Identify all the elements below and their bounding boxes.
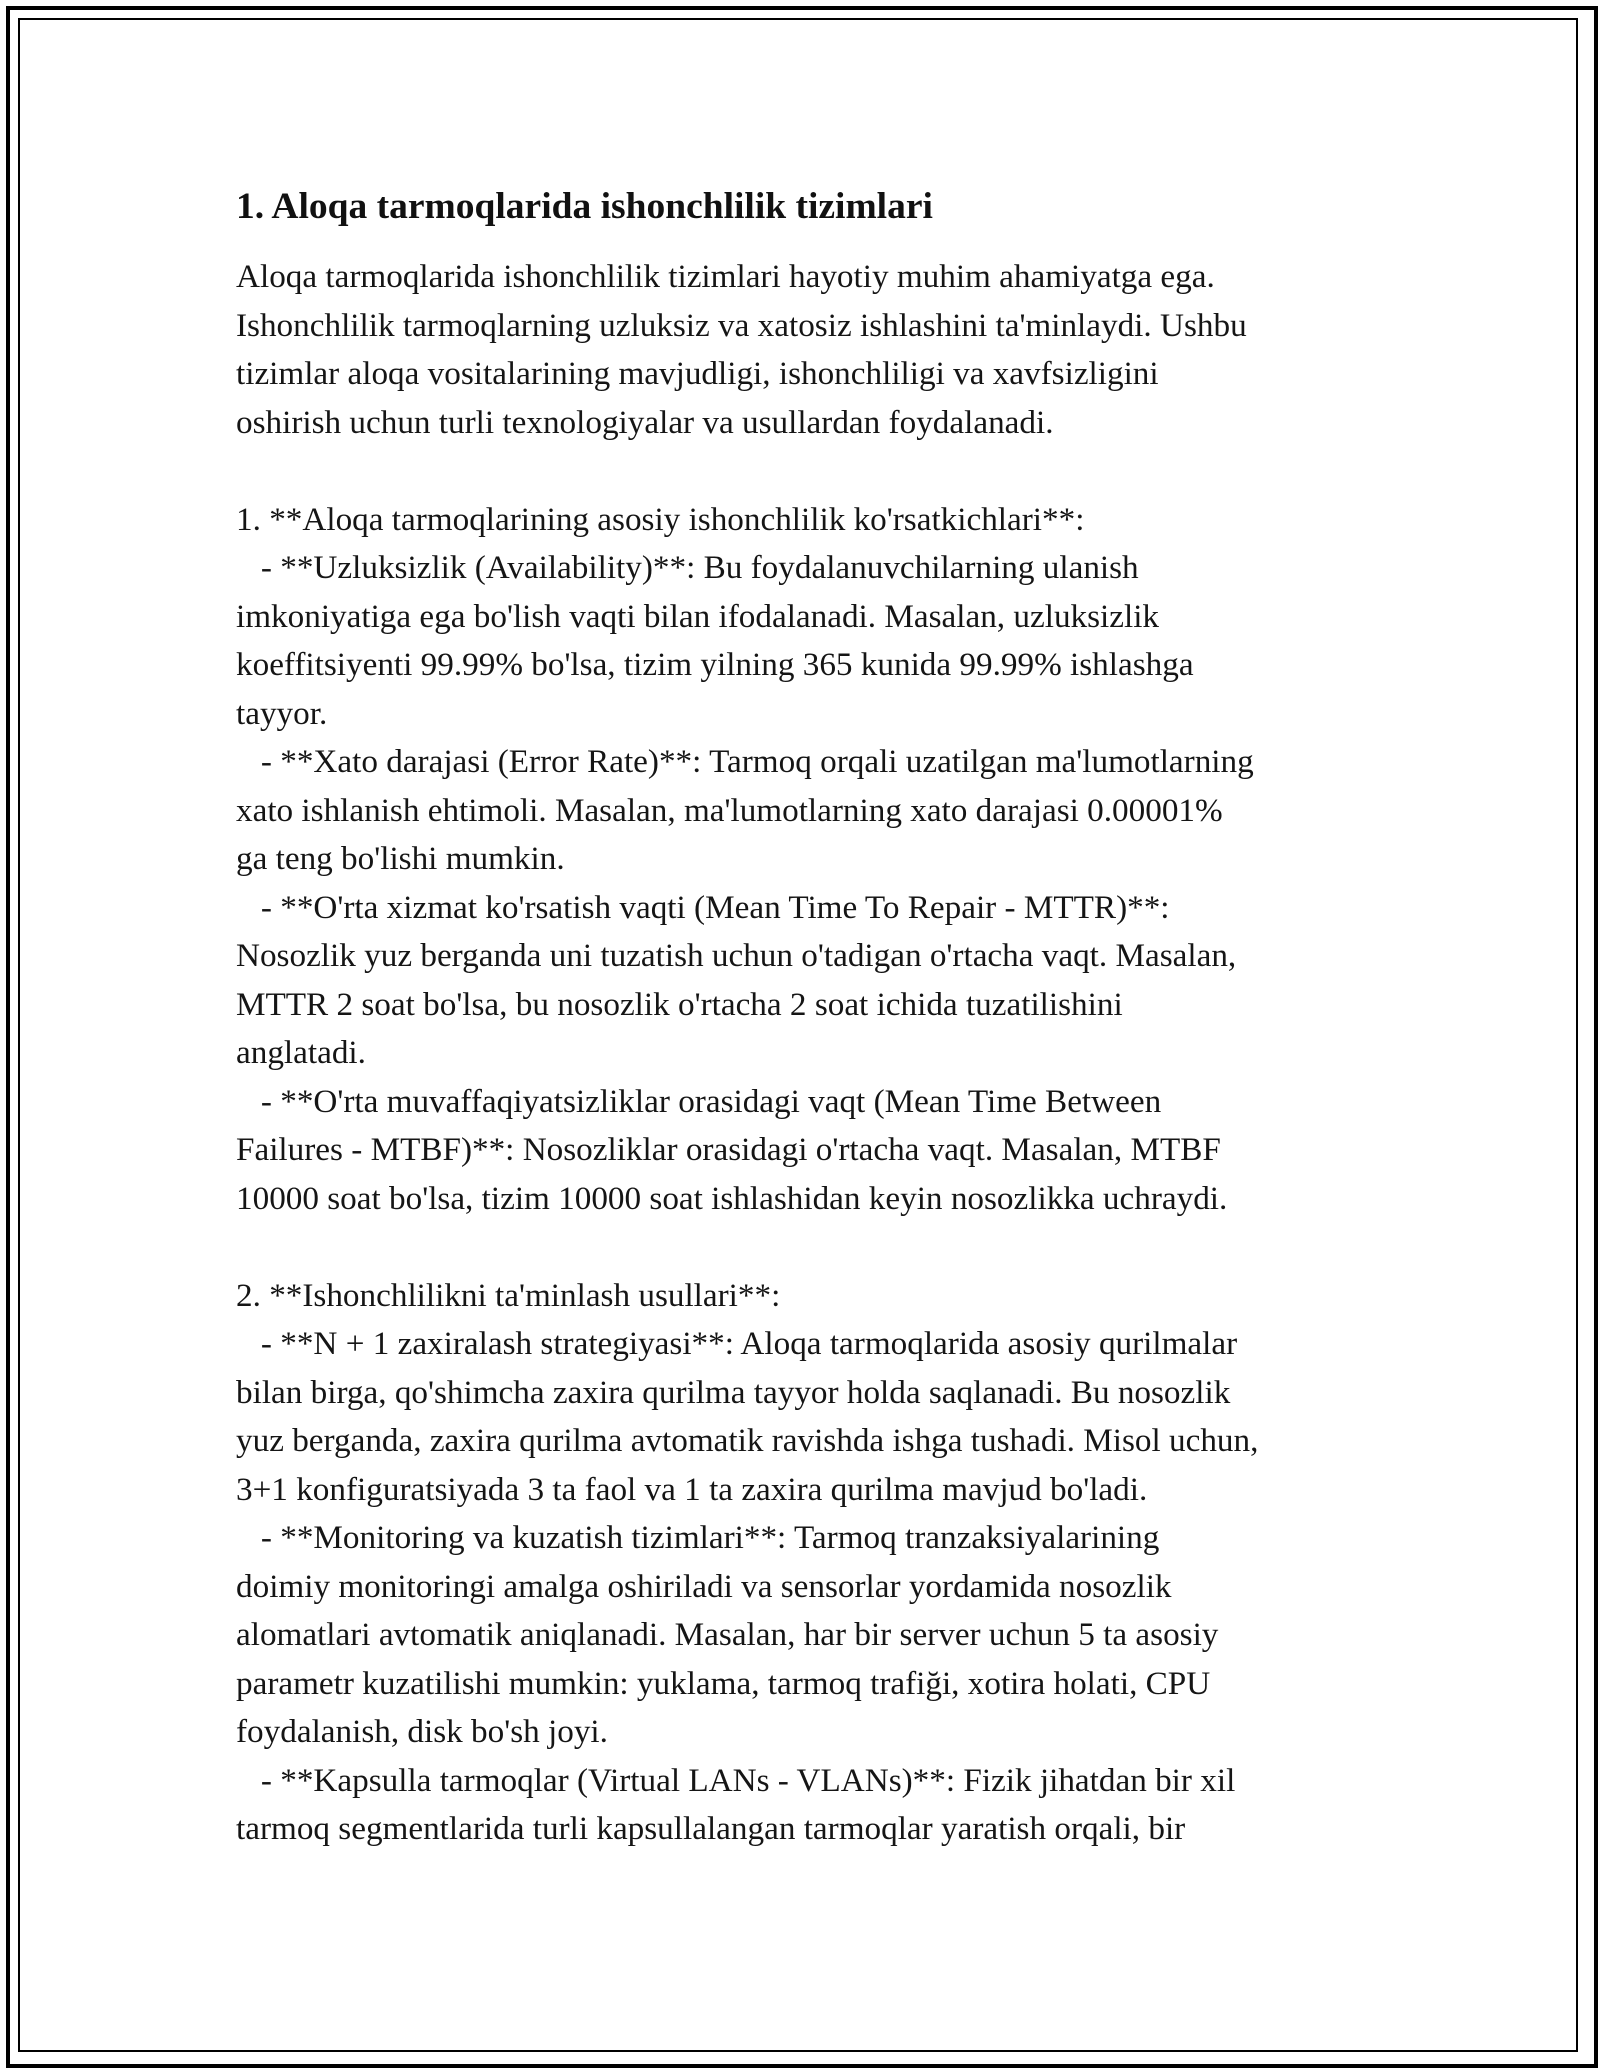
text-line: xato ishlanish ehtimoli. Masalan, ma'lumotlarning xato darajasi 0.00001% — [236, 791, 1223, 829]
text-line: bilan birga, qo'shimcha zaxira qurilma tayyor holda saqlanadi. Bu nosozlik — [236, 1373, 1231, 1411]
text-line: - **N + 1 zaxiralash strategiyasi**: Aloqa tarmoqlarida asosiy qurilmalar — [236, 1325, 1238, 1362]
text-line: Nosozlik yuz berganda uni tuzatish uchun o'tadigan o'rtacha vaqt. Masalan, — [236, 937, 1237, 974]
text-line: 3+1 konfiguratsiyada 3 ta faol va 1 ta zaxira qurilma mavjud bo'ladi. — [236, 1470, 1148, 1508]
text-line: - **O'rta xizmat ko'rsatish vaqti (Mean Time To Repair - MTTR)**: — [236, 888, 1170, 926]
text-line: anglatadi. — [236, 1034, 366, 1071]
text-line: - **O'rta muvaffaqiyatsizliklar orasidagi vaqt (Mean Time Between — [236, 1082, 1162, 1120]
text-line: foydalanish, disk bo'sh joyi. — [236, 1713, 608, 1750]
document-title: 1. Aloqa tarmoqlarida ishonchlilik tizimlari — [236, 186, 933, 227]
text-line: Aloqa tarmoqlarida ishonchlilik tizimlari hayotiy muhim ahamiyatga ega. — [236, 258, 1215, 295]
text-line: - **Kapsulla tarmoqlar (Virtual LANs - VLANs)**: Fizik jihatdan bir xil — [236, 1761, 1236, 1799]
text-line: ga teng bo'lishi mumkin. — [236, 840, 565, 877]
text-line: 1. **Aloqa tarmoqlarining asosiy ishonchlilik ko'rsatkichlari**: — [236, 500, 1085, 538]
text-line: - **Xato darajasi (Error Rate)**: Tarmoq orqali uzatilgan ma'lumotlarning — [236, 743, 1254, 780]
text-line: parametr kuzatilishi mumkin: yuklama, tarmoq trafiği, xotira holati, CPU — [236, 1664, 1211, 1702]
text-line: MTTR 2 soat bo'lsa, bu nosozlik o'rtacha 2 soat ichida tuzatilishini — [236, 985, 1123, 1023]
text-line: Ishonchlilik tarmoqlarning uzluksiz va xatosiz ishlashini ta'minlaydi. Ushbu — [236, 306, 1247, 344]
blank-line — [236, 1223, 1396, 1272]
text-line: tayyor. — [236, 694, 328, 732]
text-line: alomatlari avtomatik aniqlanadi. Masalan, har bir server uchun 5 ta asosiy — [236, 1616, 1219, 1653]
text-line: - **Uzluksizlik (Availability)**: Bu foydalanuvchilarning ulanish — [236, 549, 1139, 586]
text-line: yuz berganda, zaxira qurilma avtomatik ravishda ishga tushadi. Misol uchun, — [236, 1422, 1259, 1459]
text-line: - **Monitoring va kuzatish tizimlari**: Tarmoq tranzaksiyalarining — [236, 1519, 1160, 1556]
document-body — [236, 183, 1396, 1854]
text-line: oshirish uchun turli texnologiyalar va usullardan foydalanadi. — [236, 403, 1054, 441]
text-line: 2. **Ishonchlilikni ta'minlash usullari**: — [236, 1276, 781, 1314]
text-line: imkoniyatiga ega bo'lish vaqti bilan ifodalanadi. Masalan, uzluksizlik — [236, 597, 1160, 635]
text-line: tizimlar aloqa vositalarining mavjudligi, ishonchliligi va xavfsizligini — [236, 355, 1159, 392]
blank-line — [236, 447, 1396, 496]
text-line: koeffitsiyenti 99.99% bo'lsa, tizim yilning 365 kunida 99.99% ishlashga — [236, 646, 1194, 683]
text-line: doimiy monitoringi amalga oshiriladi va sensorlar yordamida nosozlik — [236, 1567, 1172, 1605]
text-line: 10000 soat bo'lsa, tizim 10000 soat ishlashidan keyin nosozlikka uchraydi. — [236, 1179, 1228, 1217]
text-line: tarmoq segmentlarida turli kapsullalangan tarmoqlar yaratish orqali, bir — [236, 1810, 1186, 1847]
text-line: Failures - MTBF)**: Nosozliklar orasidagi o'rtacha vaqt. Masalan, MTBF — [236, 1131, 1221, 1168]
document-text — [236, 253, 1396, 1854]
